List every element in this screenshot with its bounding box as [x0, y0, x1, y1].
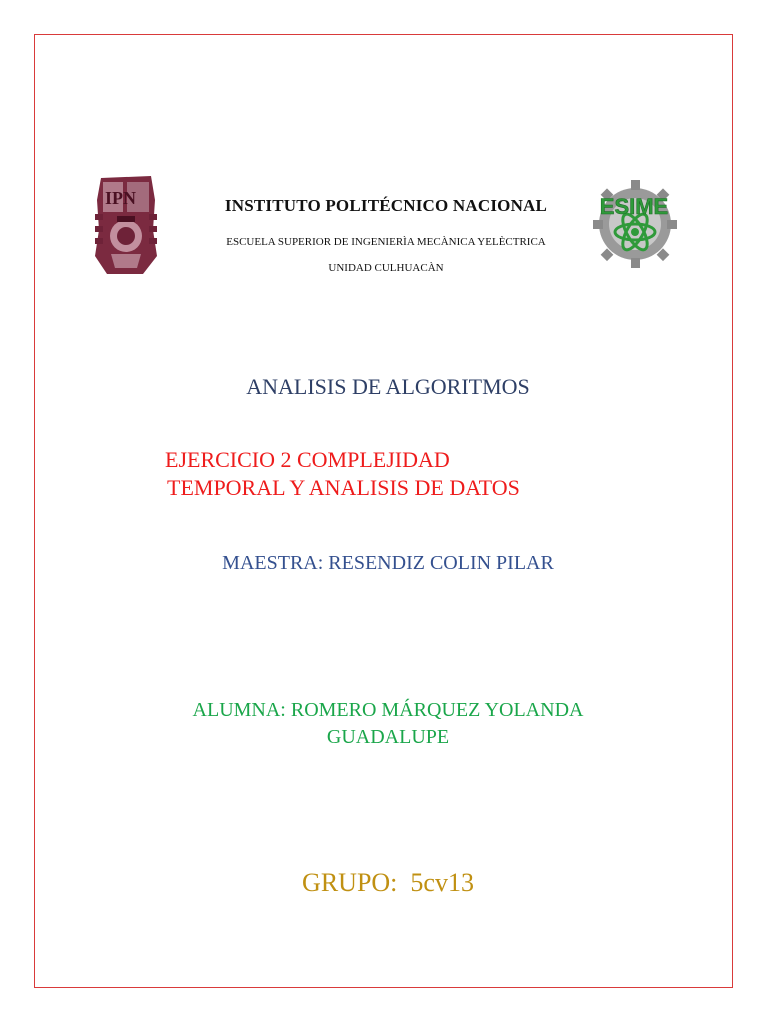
- group-label: GRUPO: 5cv13: [302, 868, 474, 897]
- ipn-logo: [93, 170, 159, 278]
- school-name: ESCUELA SUPERIOR DE INGENIERÌA MECÀNICA YELÈCTRICA: [226, 236, 546, 248]
- student-name-line-1: ALUMNA: ROMERO MÁRQUEZ YOLANDA: [192, 699, 584, 721]
- subject-title: ANALISIS DE ALGORITMOS: [246, 374, 530, 399]
- exercise-title: [165, 446, 685, 502]
- student-name-line-2: GUADALUPE: [326, 726, 450, 748]
- institution-name: INSTITUTO POLITÉCNICO NACIONAL: [224, 196, 548, 215]
- esime-logo: [583, 176, 685, 268]
- exercise-title-line-1: EJERCICIO 2 COMPLEJIDAD: [165, 447, 450, 472]
- teacher-name: MAESTRA: RESENDIZ COLIN PILAR: [222, 552, 554, 574]
- student-name: [100, 697, 676, 751]
- unit-name: UNIDAD CULHUACÀN: [328, 262, 444, 274]
- exercise-title-line-2: TEMPORAL Y ANALISIS DE DATOS: [167, 475, 520, 500]
- svg-text:IPN: IPN: [105, 188, 136, 208]
- svg-text:ESIME: ESIME: [599, 194, 669, 219]
